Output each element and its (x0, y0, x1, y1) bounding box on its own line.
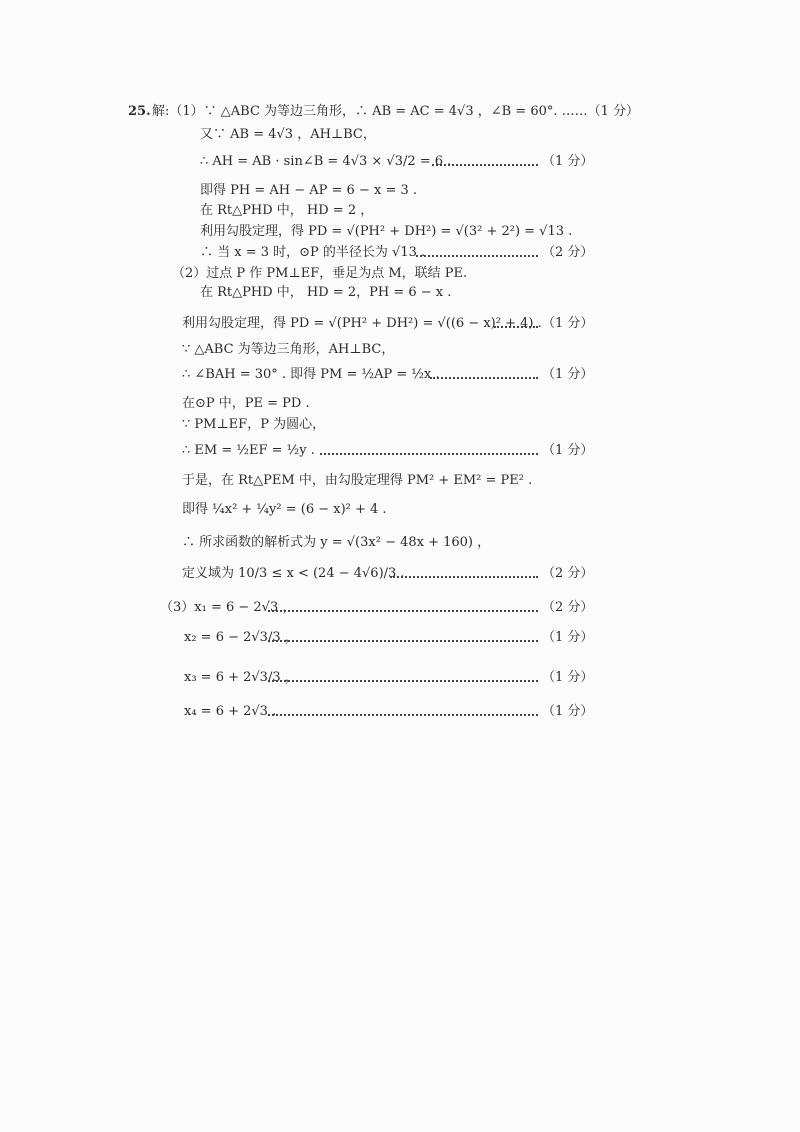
solution-line: ∵ PM⊥EF，P 为圆心， (182, 417, 326, 432)
solution-line: x₄ = 6 + 2√3 . (184, 704, 277, 719)
dot-leader (268, 714, 538, 716)
solution-line: 在 Rt△PHD 中， HD = 2，PH = 6 − x . (200, 285, 452, 300)
solution-line: 又∵ AB = 4√3 ，AH⊥BC， (200, 127, 376, 142)
solution-line: 利用勾股定理，得 PD = √(PH² + DH²) = √((6 − x)² + 4) . (182, 316, 542, 331)
dot-leader (432, 164, 538, 166)
solution-line: ∴ EM = ½EF = ½y . (182, 443, 315, 458)
solution-line: ∴ 当 x = 3 时，⊙P 的半径长为 √13 . (200, 245, 426, 260)
score-label: （1 分） (542, 316, 594, 331)
solution-line: 即得 ¼x² + ¼y² = (6 − x)² + 4 . (182, 502, 387, 517)
solution-line: （3）x₁ = 6 − 2√3 ， (160, 600, 296, 615)
dot-leader (430, 377, 538, 379)
solution-line: 解:（1）∵ △ABC 为等边三角形，∴ AB = AC = 4√3 ，∠B = 60°. ……（1 分） (152, 104, 640, 119)
dot-leader (416, 255, 538, 257)
solution-line: ∴ ∠BAH = 30° . 即得 PM = ½AP = ½x . (182, 367, 440, 382)
solution-line: 定义域为 10/3 ≤ x < (24 − 4√6)/3 . (182, 566, 405, 581)
dot-leader (390, 576, 538, 578)
dot-leader (268, 610, 538, 612)
problem-number: 25. (128, 104, 151, 119)
score-label: （1 分） (542, 367, 594, 382)
solution-line: ∴ 所求函数的解析式为 y = √(3x² − 48x + 160) ， (182, 535, 491, 550)
score-label: （1 分） (542, 630, 594, 645)
solution-line: 在⊙P 中，PE = PD . (182, 396, 310, 411)
solution-line: x₂ = 6 − 2√3/3 ， (184, 630, 298, 645)
solution-line: （2）过点 P 作 PM⊥EF，垂足为点 M，联结 PE. (172, 266, 468, 281)
solution-line: 利用勾股定理，得 PD = √(PH² + DH²) = √(3² + 2²) = √13 . (200, 224, 573, 239)
dot-leader (320, 453, 538, 455)
score-label: （1 分） (542, 154, 594, 169)
solution-line: 即得 PH = AH − AP = 6 − x = 3 . (200, 183, 418, 198)
score-label: （1 分） (542, 670, 594, 685)
solution-line: ∵ △ABC 为等边三角形，AH⊥BC， (182, 342, 395, 357)
score-label: （2 分） (542, 245, 594, 260)
dot-leader (268, 640, 538, 642)
solution-line: x₃ = 6 + 2√3/3 ， (184, 670, 298, 685)
solution-line: 在 Rt△PHD 中， HD = 2 ， (200, 203, 374, 218)
dot-leader (268, 680, 538, 682)
dot-leader (494, 326, 538, 328)
score-label: （1 分） (542, 704, 594, 719)
solution-line: ∴ AH = AB · sin∠B = 4√3 × √3/2 = 6 . (200, 154, 452, 169)
solution-line: 于是，在 Rt△PEM 中，由勾股定理得 PM² + EM² = PE² . (182, 473, 533, 488)
score-label: （2 分） (542, 566, 594, 581)
score-label: （1 分） (542, 443, 594, 458)
score-label: （2 分） (542, 600, 594, 615)
